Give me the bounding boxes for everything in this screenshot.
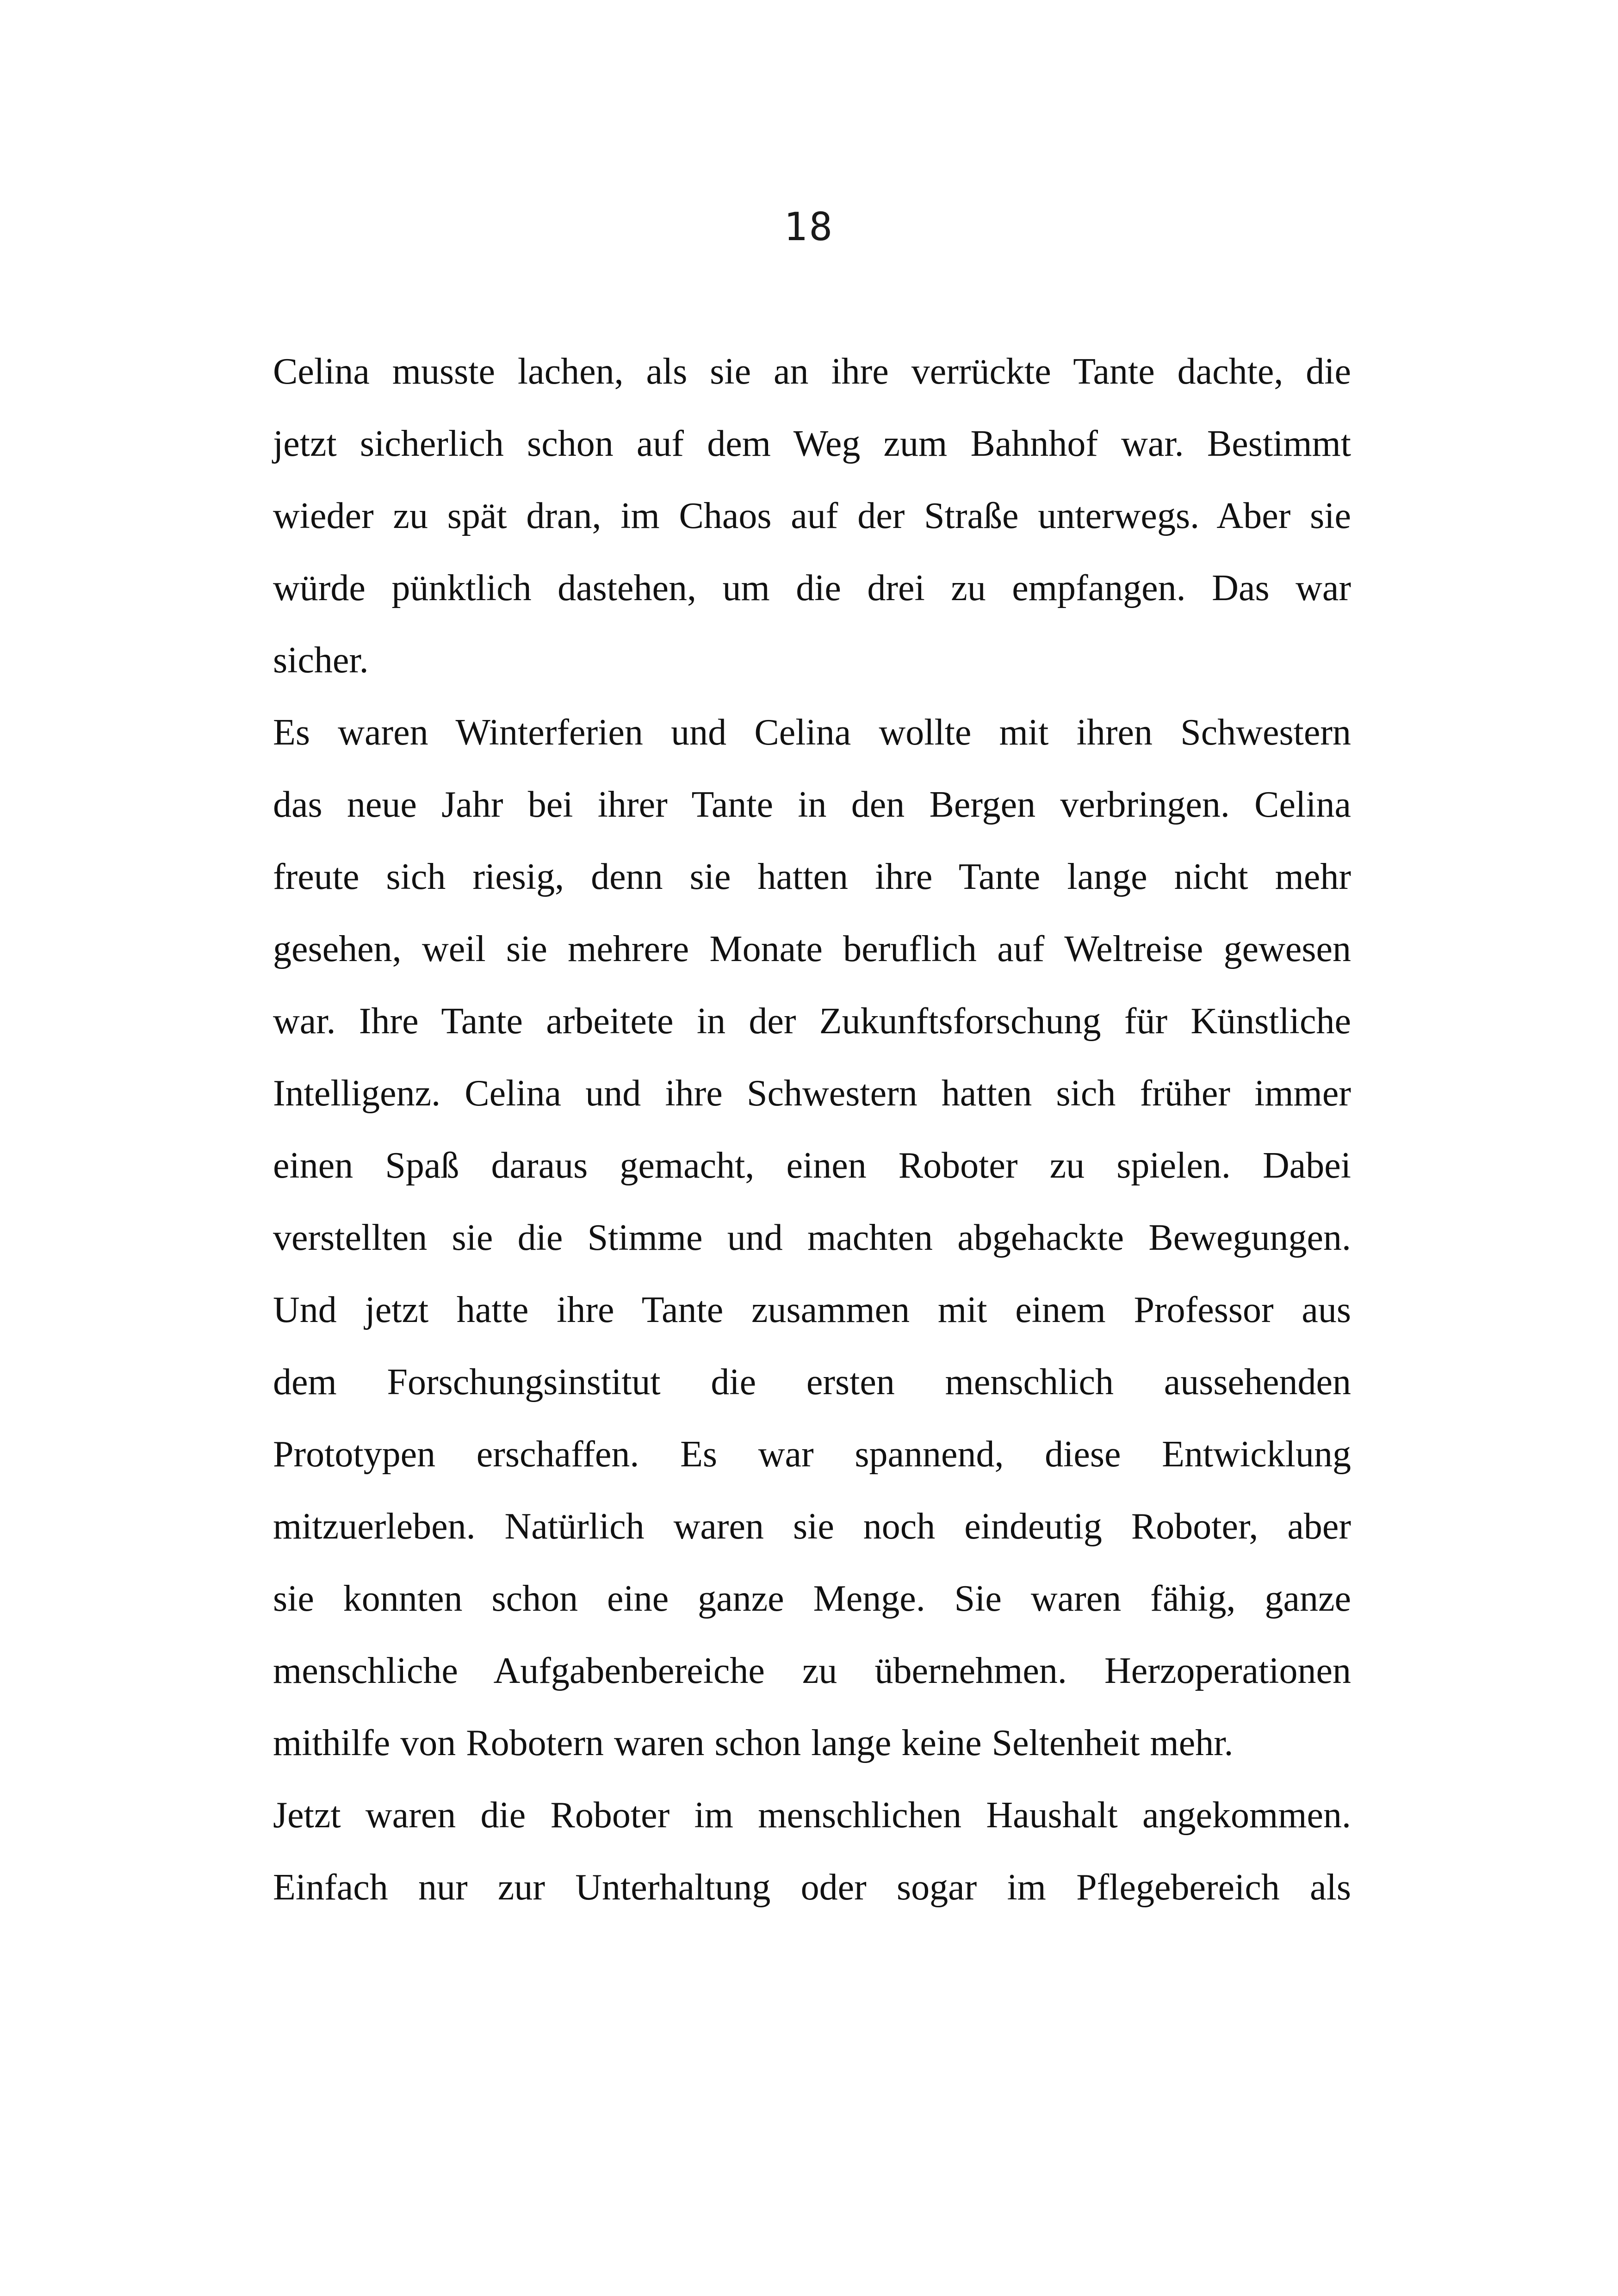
text-line: verstellten sie die Stimme und machten abgehackte Bewegungen. xyxy=(273,1217,1351,1258)
text-line: gesehen, weil sie mehrere Monate beruflich auf Weltreise gewesen xyxy=(273,929,1351,969)
text-line: sie konnten schon eine ganze Menge. Sie waren fähig, ganze xyxy=(273,1578,1351,1619)
text-line: einen Spaß daraus gemacht, einen Roboter zu spielen. Dabei xyxy=(273,1145,1351,1186)
text-line: Jetzt waren die Roboter im menschlichen Haushalt angekommen. xyxy=(273,1795,1351,1836)
text-line: war. Ihre Tante arbeitete in der Zukunftsforschung für Künstliche xyxy=(273,1001,1351,1042)
text-line: mitzuerleben. Natürlich waren sie noch eindeutig Roboter, aber xyxy=(273,1506,1351,1547)
text-line: menschliche Aufgabenbereiche zu übernehmen. Herzoperationen xyxy=(273,1651,1351,1691)
text-line: wieder zu spät dran, im Chaos auf der Straße unterwegs. Aber sie xyxy=(273,496,1351,536)
text-line: dem Forschungsinstitut die ersten menschlich aussehenden xyxy=(273,1362,1351,1402)
page-number: 18 xyxy=(783,204,835,249)
text-line: Intelligenz. Celina und ihre Schwestern hatten sich früher immer xyxy=(273,1073,1351,1114)
text-line: freute sich riesig, denn sie hatten ihre Tante lange nicht mehr xyxy=(273,856,1351,897)
text-line: Celina musste lachen, als sie an ihre verrückte Tante dachte, die xyxy=(273,351,1351,392)
text-line: Es waren Winterferien und Celina wollte mit ihren Schwestern xyxy=(273,712,1351,753)
text-line: das neue Jahr bei ihrer Tante in den Bergen verbringen. Celina xyxy=(273,784,1351,825)
text-line: sicher. xyxy=(273,640,369,681)
text-line: jetzt sicherlich schon auf dem Weg zum Bahnhof war. Bestimmt xyxy=(273,423,1351,464)
body-text xyxy=(273,339,1351,1927)
text-line: Und jetzt hatte ihre Tante zusammen mit einem Professor aus xyxy=(273,1290,1351,1330)
text-line: Einfach nur zur Unterhaltung oder sogar im Pflegebereich als xyxy=(273,1867,1351,1908)
text-line: Prototypen erschaffen. Es war spannend, diese Entwicklung xyxy=(273,1434,1351,1475)
text-line: mithilfe von Robotern waren schon lange keine Seltenheit mehr. xyxy=(273,1723,1234,1763)
text-line: würde pünktlich dastehen, um die drei zu empfangen. Das war xyxy=(273,568,1351,608)
